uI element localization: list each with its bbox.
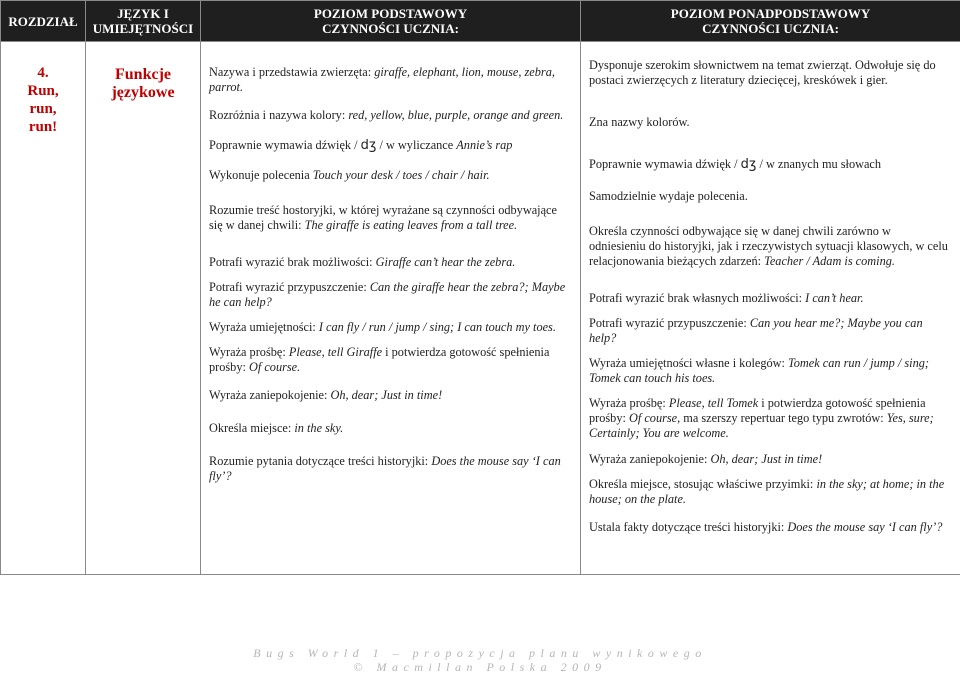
list-item: Poprawnie wymawia dźwięk / dʒ / w wyliczance Annie’s rap — [209, 138, 513, 153]
list-item: Rozumie treść hostoryjki, w której wyrażane są czynności odbywające się w danej chwili: The giraffe is eating leaves from a tall tree. — [209, 203, 557, 232]
list-item: Wyraża umiejętności własne i kolegów: Tomek can run / jump / sing; Tomek can touch his toes. — [589, 356, 929, 385]
footer-title: Bugs World 1 – propozycja planu wynikowego — [253, 646, 707, 660]
list-item: Potrafi wyrazić przypuszczenie: Can the giraffe hear the zebra?; Maybe he can help? — [209, 280, 566, 309]
list-item: Określa miejsce: in the sky. — [209, 421, 344, 435]
list-item: Wyraża umiejętności: I can fly / run / jump / sing; I can touch my toes. — [209, 320, 556, 334]
list-item: Potrafi wyrazić brak własnych możliwości: I can’t hear. — [589, 291, 864, 305]
footer-copyright: © Macmillan Polska 2009 — [353, 660, 607, 674]
list-item: Określa czynności odbywające się w danej chwili zarówno w odniesieniu do historyjki, jak i rzeczywistych sytuacji klasowych, w celu relacjonowania bieżących zdarzeń: Teacher / Adam is coming. — [589, 224, 948, 268]
header-advanced-level: POZIOM PONADPODSTAWOWY CZYNNOŚCI UCZNIA: — [581, 1, 960, 42]
list-item: Zna nazwy kolorów. — [589, 115, 690, 129]
list-item: Wyraża zaniepokojenie: Oh, dear; Just in time! — [209, 388, 443, 402]
list-item: Rozumie pytania dotyczące treści historyjki: Does the mouse say ‘I can fly’? — [209, 454, 561, 483]
chapter-title: 4. Run, run, run! — [1, 42, 86, 575]
list-item: Rozróżnia i nazywa kolory: red, yellow, blue, purple, orange and green. — [209, 108, 564, 122]
header-language-skills: JĘZYK I UMIEJĘTNOŚCI — [86, 1, 201, 42]
list-item: Wyraża zaniepokojenie: Oh, dear; Just in time! — [589, 452, 823, 466]
header-row — [1, 1, 960, 42]
header-chapter: ROZDZIAŁ — [1, 1, 86, 42]
content-row — [1, 42, 960, 575]
list-item: Potrafi wyrazić przypuszczenie: Can you hear me?; Maybe you can help? — [589, 316, 923, 345]
basic-level-column — [201, 42, 581, 575]
list-item: Nazywa i przedstawia zwierzęta: giraffe, elephant, lion, mouse, zebra, parrot. — [209, 65, 555, 94]
list-item: Wykonuje polecenia Touch your desk / toes / chair / hair. — [209, 168, 490, 182]
category-label: Funkcje językowe — [86, 42, 201, 575]
list-item: Ustala fakty dotyczące treści historyjki: Does the mouse say ‘I can fly’? — [589, 520, 943, 534]
advanced-level-column — [581, 42, 960, 575]
list-item: Wyraża prośbę: Please, tell Giraffe i potwierdza gotowość spełnienia prośby: Of course. — [209, 345, 550, 374]
list-item: Dysponuje szerokim słownictwem na temat zwierząt. Odwołuje się do postaci zwierzęcych z literatury dziecięcej, kreskówek i gier. — [589, 58, 936, 87]
list-item: Potrafi wyrazić brak możliwości: Giraffe can’t hear the zebra. — [209, 255, 516, 269]
list-item: Samodzielnie wydaje polecenia. — [589, 189, 748, 203]
header-basic-level: POZIOM PODSTAWOWY CZYNNOŚCI UCZNIA: — [201, 1, 581, 42]
list-item: Wyraża prośbę: Please, tell Tomek i potwierdza gotowość spełnienia prośby: Of course, ma szerszy repertuar tego typu zwrotów: Yes, sure; Certainly; You are welcome. — [589, 396, 934, 440]
list-item: Określa miejsce, stosując właściwe przyimki: in the sky; at home; in the house; on the plate. — [589, 477, 945, 506]
list-item: Poprawnie wymawia dźwięk / dʒ / w znanych mu słowach — [589, 157, 882, 172]
